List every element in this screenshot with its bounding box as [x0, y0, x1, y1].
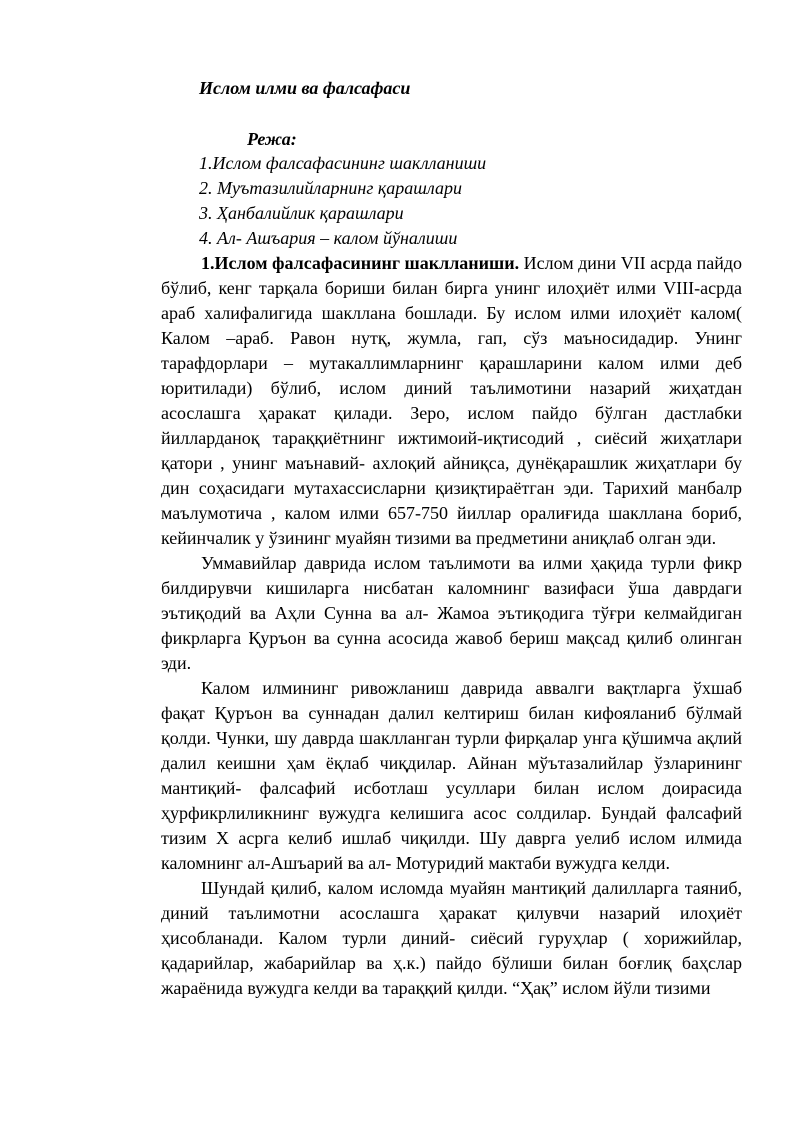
paragraph: Уммавийлар даврида ислом таълимоти ва илми ҳақида турли фикр билдирувчи кишиларга нисбатан каломнинг вазифаси ўша даврдаги эътиқодий ва Аҳли Сунна ва ал- Жамоа эътиқодига тўғри келмайдиган фикрларга Қуръон ва сунна асосида жавоб бериш мақсад қилиб олинган эди. — [161, 553, 742, 673]
paragraph: Калом илмининг ривожланиш даврида аввалги вақтларга ўхшаб фақат Қуръон ва суннадан далил келтириш билан кифояланиб бўлмай қолди. Чунки, шу даврда шаклланган турли фирқалар унга қўшимча ақлий далил кеишни ҳам ёқлаб чиқдилар. Айнан мўътазалийлар ўзларининг мантиқий- фалсафий исботлаш усуллари билан ислом доирасида ҳурфикрлиликнинг вужудга келишига асос солдилар. Бундай фалсафий тизим X асрга келиб ишлаб чиқилди. Шу даврга уелиб ислом илмида каломнинг ал-Ашъарий ва ал- Мотуридий мактаби вужудга келди. — [161, 678, 742, 873]
plan-item: 1.Ислом фалсафасининг шаклланиши — [199, 153, 487, 173]
plan-heading: Режа: — [247, 129, 297, 149]
plan-list — [199, 151, 486, 251]
plan-item: 2. Муътазилийларнинг қарашлари — [199, 178, 462, 198]
section-heading: 1.Ислом фалсафасининг шаклланиши. — [201, 253, 520, 273]
document-body — [161, 251, 742, 1001]
paragraph — [161, 251, 742, 551]
paragraph: Шундай қилиб, калом исломда муайян мантиқий далилларга таяниб, диний таълимотни асослашга ҳаракат қилувчи назарий илоҳиёт ҳисобланади. Калом турли диний- сиёсий гуруҳлар ( хорижийлар, қадарийлар, жабарийлар ва ҳ.к.) пайдо бўлиши билан боғлиқ баҳслар жараёнида вужудга келди ва тараққий қилди. “Ҳақ” ислом йўли тизими — [161, 878, 742, 998]
plan-item: 4. Ал- Ашъария – калом йўналиши — [199, 228, 458, 248]
document-title: Ислом илми ва фалсафаси — [199, 78, 411, 98]
plan-item: 3. Ҳанбалийлик қарашлари — [199, 203, 404, 223]
paragraph-text: Ислом дини VII асрда пайдо бўлиб, кенг тарқала бориши билан бирга унинг илоҳиёт илми VIII-асрда араб халифалигида шакллана бошлади. Бу ислом илми илоҳиёт калом( Калом –араб. Равон нутқ, жумла, гап, сўз маъносидадир. Унинг тарафдорлари – мутакаллимларнинг қарашларини калом илми деб юритилади) бўлиб, ислом диний таълимотини назарий жиҳатдан асослашга ҳаракат қилади. Зеро, ислом пайдо бўлган дастлабки йилларданоқ тараққиётнинг ижтимоий-иқтисодий , сиёсий жиҳатлари қатори , унинг маънавий- ахлоқий айниқса, дунёқарашлик жиҳатлари бу дин соҳасидаги мутахассисларни қизиқтираётган эди. Тарихий манбалр маълумотича , калом илми 657-750 йиллар оралиғида шакллана бориб, кейинчалик у ўзининг муайян тизими ва предметини аниқлаб олган эди. — [161, 253, 742, 548]
